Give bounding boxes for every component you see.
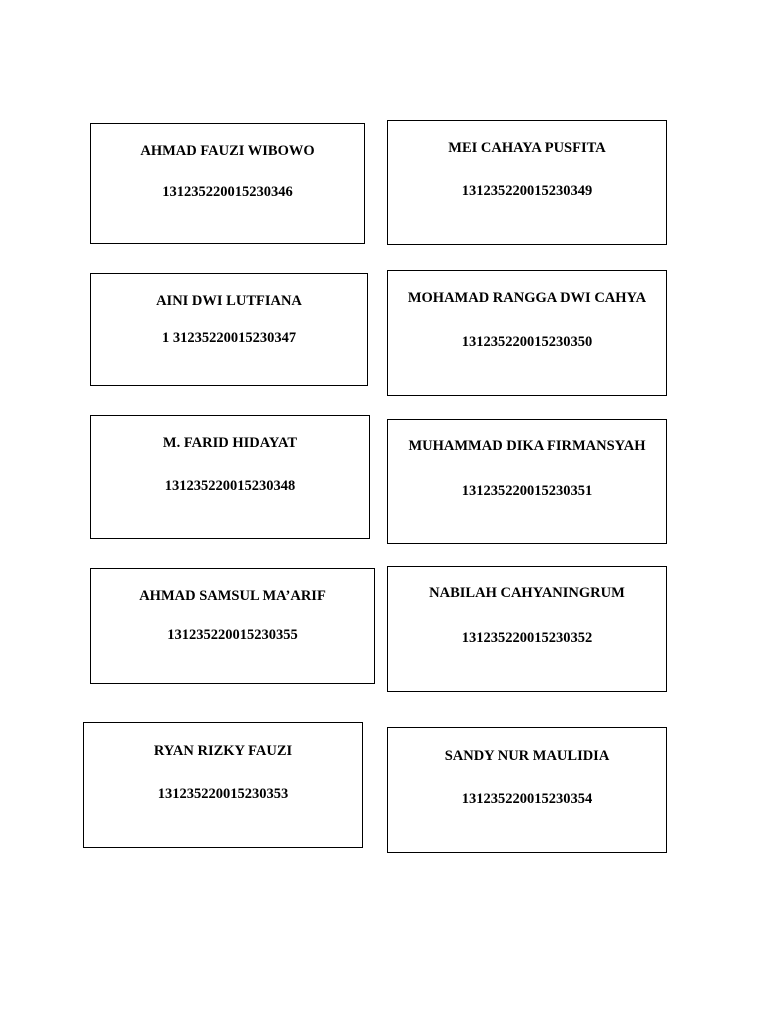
student-number: 131235220015230352 [461, 630, 593, 646]
student-number: 131235220015230353 [157, 786, 289, 802]
student-name: SANDY NUR MAULIDIA [444, 748, 610, 764]
student-number: 1 31235220015230347 [161, 330, 297, 346]
name-label-card [90, 123, 365, 244]
student-name: MEI CAHAYA PUSFITA [448, 140, 606, 156]
name-label-card [90, 415, 370, 539]
student-name: NABILAH CAHYANINGRUM [429, 585, 625, 601]
name-label-card [90, 568, 375, 684]
student-name: M. FARID HIDAYAT [162, 435, 298, 451]
name-label-card [83, 722, 363, 848]
student-name: AHMAD FAUZI WIBOWO [140, 143, 315, 159]
name-label-card [387, 120, 667, 245]
student-name: AHMAD SAMSUL MA’ARIF [139, 588, 326, 604]
student-number: 131235220015230354 [461, 791, 593, 807]
name-label-card [387, 727, 667, 853]
student-number: 131235220015230346 [162, 184, 293, 200]
student-number: 131235220015230351 [461, 483, 593, 499]
student-name: MUHAMMAD DIKA FIRMANSYAH [408, 438, 646, 454]
student-name: RYAN RIZKY FAUZI [153, 743, 293, 759]
student-name: AINI DWI LUTFIANA [156, 293, 302, 309]
name-label-card [90, 273, 368, 386]
name-label-card [387, 419, 667, 544]
student-number: 131235220015230349 [461, 183, 593, 199]
name-label-card [387, 270, 667, 396]
student-name: MOHAMAD RANGGA DWI CAHYA [407, 290, 647, 306]
student-number: 131235220015230355 [167, 627, 298, 643]
name-label-card [387, 566, 667, 692]
student-number: 131235220015230350 [461, 334, 593, 350]
student-number: 131235220015230348 [164, 478, 296, 494]
